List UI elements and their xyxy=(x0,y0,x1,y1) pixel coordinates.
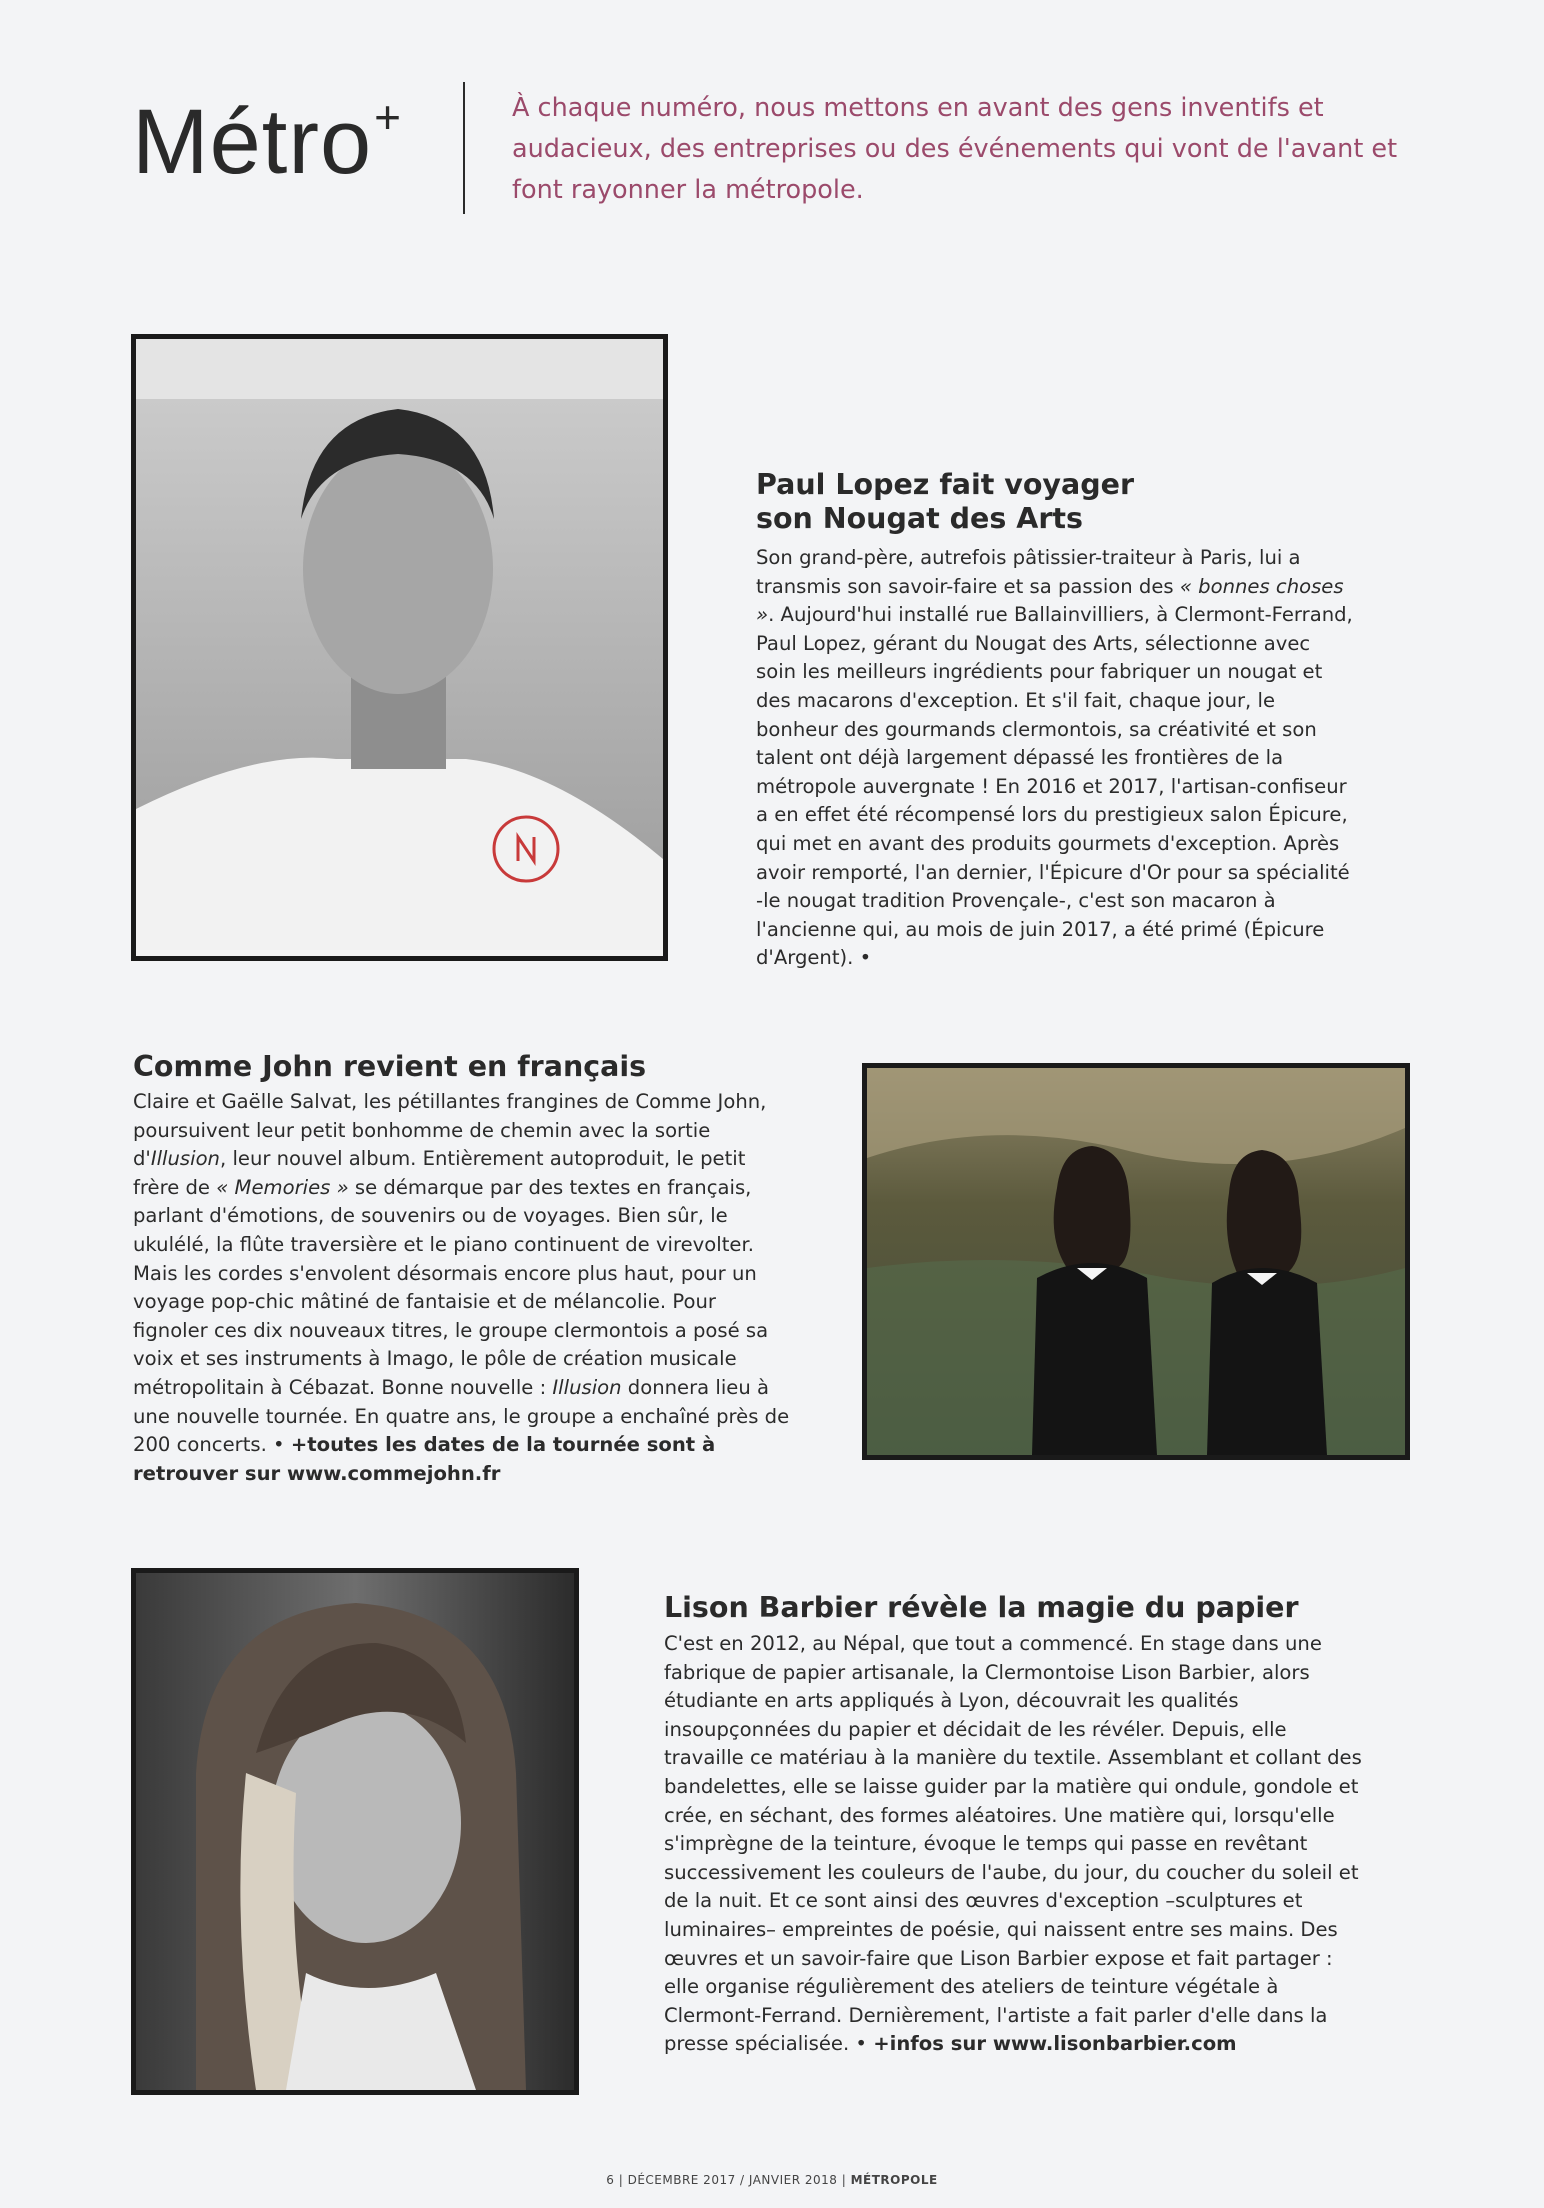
article-body-nougat: Son grand-père, autrefois pâtissier-traiteur à Paris, lui a transmis son savoir-faire et sa passion des « bonnes choses ». Aujourd'hui installé rue Ballainvilliers, à Clermont-Ferrand, Paul Lopez, gérant du Nougat des Arts, sélectionne avec soin les meilleurs ingrédients pour fabriquer un nougat et des macarons d'exception. Et s'il fait, chaque jour, le bonheur des gourmands clermontois, sa créativité et son talent ont déjà largement dépassé les frontières de la métropole auvergnate ! En 2016 et 2017, l'artisan-confiseur a en effet été récompensé lors du prestigieux salon Épicure, qui met en avant des produits gourmets d'exception. Après avoir remporté, l'an dernier, l'Épicure d'Or pour sa spécialité -le nougat tradition Provençale-, c'est son macaron à l'ancienne qui, au mois de juin 2017, a été primé (Épicure d'Argent). • xyxy=(756,546,1353,970)
lisonbarbier-link[interactable]: +infos sur www.lisonbarbier.com xyxy=(873,2032,1237,2056)
issue-date: DÉCEMBRE 2017 / JANVIER 2018 xyxy=(627,2173,838,2187)
magazine-name: MÉTROPOLE xyxy=(850,2173,938,2187)
page-footer: 6 | DÉCEMBRE 2017 / JANVIER 2018 | MÉTROPOLE xyxy=(606,2173,938,2187)
duo-portrait-icon xyxy=(867,1068,1405,1455)
page-number: 6 xyxy=(606,2173,615,2187)
tour-dates-link[interactable]: +toutes les dates de la tournée sont à retrouver sur www.commejohn.fr xyxy=(133,1433,716,1485)
header-divider xyxy=(463,82,465,214)
article-title-comme-john: Comme John revient en français xyxy=(133,1050,647,1083)
article-body-papier: C'est en 2012, au Népal, que tout a commencé. En stage dans une fabrique de papier artisanale, la Clermontoise Lison Barbier, alors étudiante en arts appliqués à Lyon, découvrait les qualités insoupçonnées du papier et décidait de les révéler. Depuis, elle travaille ce matériau à la manière du textile. Assemblant et collant des bandelettes, elle se laisse guider par la matière qui ondule, gondole et crée, en séchant, des formes aléatoires. Une matière qui, lorsqu'elle s'imprègne de la teinture, évoque le temps qui passe en revêtant successivement les couleurs de l'aube, du jour, du coucher du soleil et de la nuit. Et ce sont ainsi des œuvres d'exception –sculptures et luminaires– empreintes de poésie, qui naissent entre ses mains. Des œuvres et un savoir-faire que Lison Barbier expose et fait partager : elle organise régulièrement des ateliers de teinture végétale à Clermont-Ferrand. Dernièrement, l'artiste a fait parler d'elle dans la presse spécialisée. • +infos sur www.lisonbarbier.com xyxy=(664,1632,1362,2056)
section-intro: À chaque numéro, nous mettons en avant des gens inventifs et audacieux, des entreprises ou des événements qui vont de l'avant et font rayonner la métropole. xyxy=(512,93,1398,205)
band-photo xyxy=(862,1063,1410,1460)
title-plus-sign: + xyxy=(374,91,403,144)
article-body-comme-john: Claire et Gaëlle Salvat, les pétillantes frangines de Comme John, poursuivent leur petit bonhomme de chemin avec la sortie d'Illusion, leur nouvel album. Entièrement autoproduit, le petit frère de « Memories » se démarque par des textes en français, parlant d'émotions, de souvenirs ou de voyages. Bien sûr, le ukulélé, la flûte traversière et le piano continuent de virevolter. Mais les cordes s'envolent désormais encore plus haut, pour un voyage pop-chic mâtiné de fantaisie et de mélancolie. Pour fignoler ces dix nouveaux titres, le groupe clermontois a posé sa voix et ses instruments à Imago, le pôle de création musicale métropolitain à Cébazat. Bonne nouvelle : Illusion donnera lieu à une nouvelle tournée. En quatre ans, le groupe a enchaîné près de 200 concerts. • +toutes les dates de la tournée sont à retrouver sur www.commejohn.fr xyxy=(133,1090,790,1485)
article-title-papier: Lison Barbier révèle la magie du papier xyxy=(664,1591,1299,1624)
artist-portrait-icon xyxy=(136,1573,574,2090)
article-title-nougat: Paul Lopez fait voyager son Nougat des Arts xyxy=(756,468,1135,535)
artist-photo xyxy=(131,1568,579,2095)
chef-photo xyxy=(131,334,668,961)
section-title: Métro+ xyxy=(132,91,403,193)
chef-portrait-icon xyxy=(136,339,663,956)
